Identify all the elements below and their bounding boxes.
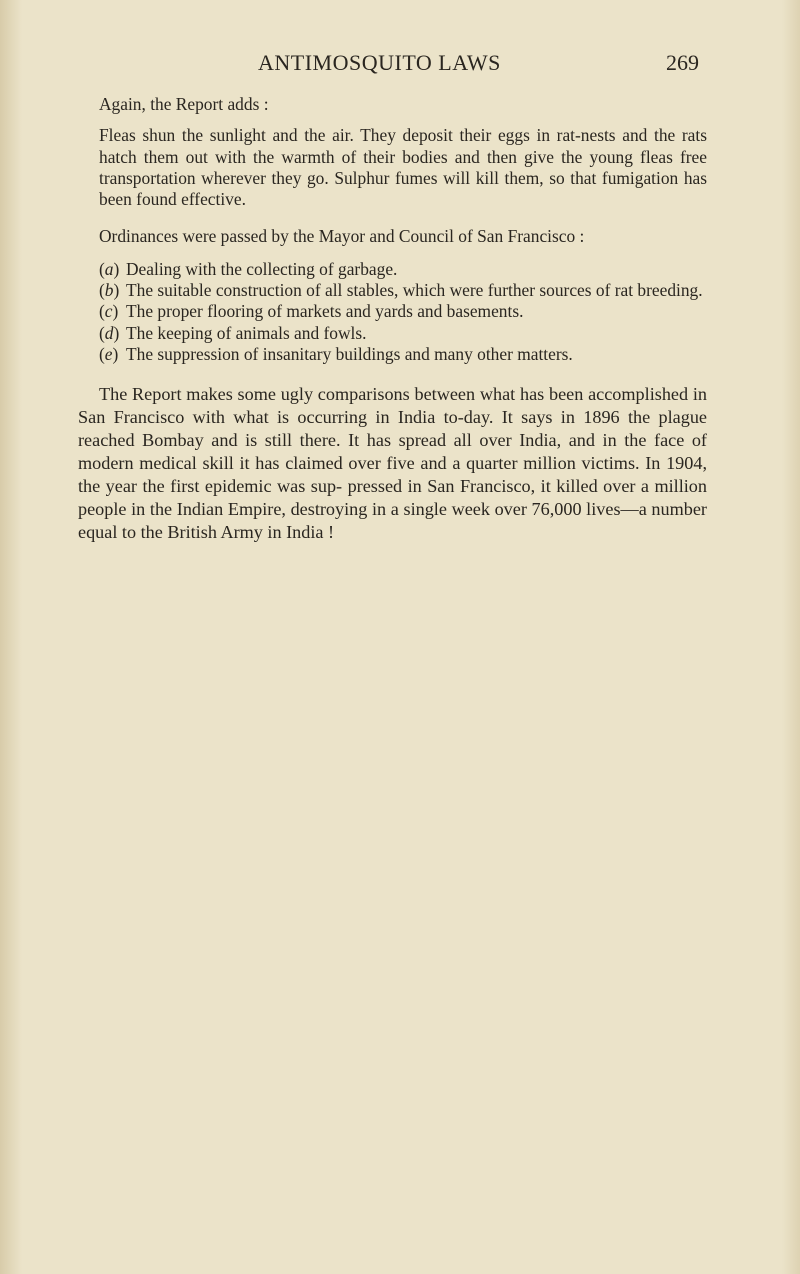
list-item [99, 301, 707, 322]
quoted-passage: Fleas shun the sunlight and the air. They deposit their eggs in rat-nests and the rats hatch them out with the warmth of their bodies and then give the young fleas free transportation wherever they go. Sulphur fumes will kill them, so that fumigation has been found effective. [99, 125, 707, 210]
list-item [99, 280, 707, 301]
list-marker: (e) [99, 343, 119, 364]
list-item-text: The keeping of animals and fowls. [126, 322, 367, 343]
page-number: 269 [666, 50, 699, 75]
report-paragraph: The Report makes some ugly comparisons between what has been accomplished in San Francisco with what is occurring in India to-day. It says in 1896 the plague reached Bombay and is still there. It has spread all over India, and in the face of modern medical skill it has claimed over five and a quarter million victims. In 1904, the year the first epidemic was sup- pressed in San Francisco, it killed over a million people in the Indian Empire, destroying in a single week over 76,000 lives—a number equal to the British Army in India ! [78, 383, 707, 542]
list-marker: (b) [99, 280, 120, 301]
list-item [99, 344, 707, 365]
list-marker: (d) [99, 322, 120, 343]
list-item-text: Dealing with the collecting of garbage. [126, 258, 398, 279]
running-head: ANTIMOSQUITO LAWS [258, 50, 501, 75]
list-marker: (a) [99, 258, 120, 279]
list-item-text: The suitable construction of all stables, which were further sources of rat breeding. [126, 280, 703, 301]
list-marker: (c) [99, 301, 119, 322]
list-item-text: The suppression of insanitary buildings and many other matters. [126, 343, 573, 364]
list-item-text: The proper flooring of markets and yards and basements. [126, 301, 524, 322]
page-header [0, 50, 800, 80]
ordinances-list [99, 259, 707, 365]
intro-line: Again, the Report adds : [99, 94, 269, 114]
text-block [78, 94, 707, 544]
list-item [99, 323, 707, 344]
list-item [99, 259, 707, 280]
ordinances-intro: Ordinances were passed by the Mayor and Council of San Francisco : [99, 226, 585, 247]
